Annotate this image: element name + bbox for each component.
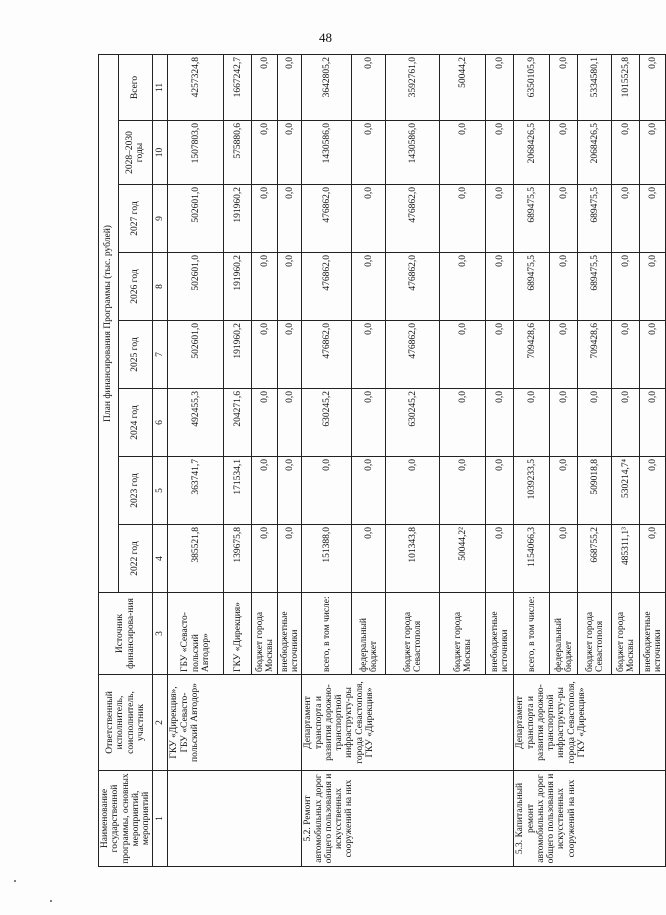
amount-cell: 0,0 <box>612 121 640 185</box>
amount-cell: 0,0 <box>440 253 486 321</box>
header-source: Источник финансирова-ния <box>99 593 153 675</box>
program-name-cell: 5.2. Ремонт автомобильных дорог общего пользования и искусственных сооружений на них <box>302 771 514 867</box>
amount-cell: 191960,2 <box>224 185 252 253</box>
amount-cell: 575880,6 <box>224 121 252 185</box>
amount-cell: 689475,5 <box>514 253 550 321</box>
column-index: 7 <box>153 321 168 389</box>
amount-cell: 0,0 <box>612 321 640 389</box>
amount-cell: 0,0 <box>640 389 666 457</box>
amount-cell: 0,0 <box>352 389 386 457</box>
amount-cell: 5334580,1 <box>578 54 612 120</box>
amount-cell: 0,0 <box>550 389 578 457</box>
amount-cell: 0,0 <box>640 253 666 321</box>
amount-cell: 0,0 <box>640 457 666 525</box>
amount-cell: 0,0 <box>486 321 514 389</box>
amount-cell: 0,0 <box>486 185 514 253</box>
funding-source-cell: всего, в том числе: <box>302 593 352 675</box>
funding-source-cell: бюджет города Москвы <box>612 593 640 675</box>
column-index: 4 <box>153 525 168 593</box>
column-index: 6 <box>153 389 168 457</box>
amount-cell: 50044,2² <box>440 525 486 593</box>
amount-cell: 1039233,5 <box>514 457 550 525</box>
amount-cell: 1430586,0 <box>386 121 440 185</box>
amount-cell: 502601,0 <box>168 185 224 253</box>
amount-cell: 0,0 <box>278 253 302 321</box>
header-year: 2024 год <box>118 389 153 457</box>
amount-cell: 0,0 <box>440 457 486 525</box>
header-year: 2026 год <box>118 253 153 321</box>
amount-cell: 191960,2 <box>224 253 252 321</box>
amount-cell: 630245,2 <box>302 389 352 457</box>
amount-cell: 1430586,0 <box>302 121 352 185</box>
amount-cell: 0,0 <box>252 457 278 525</box>
amount-cell: 0,0 <box>252 54 278 120</box>
funding-source-cell: ГКУ «Дирекция» <box>224 593 252 675</box>
amount-cell: 0,0 <box>278 121 302 185</box>
header-year: 2027 год <box>118 185 153 253</box>
column-index: 5 <box>153 457 168 525</box>
amount-cell: 0,0 <box>486 121 514 185</box>
amount-cell: 476862,0 <box>302 321 352 389</box>
amount-cell: 476862,0 <box>302 185 352 253</box>
amount-cell: 363741,7 <box>168 457 224 525</box>
amount-cell: 0,0 <box>640 54 666 120</box>
amount-cell: 0,0 <box>612 389 640 457</box>
amount-cell: 139675,8 <box>224 525 252 593</box>
rotated-table-container <box>98 55 663 867</box>
header-name: Наименование государственной программы, основных мероприятий, мероприятий <box>99 771 153 867</box>
amount-cell: 0,0 <box>640 185 666 253</box>
amount-cell: 0,0 <box>486 253 514 321</box>
amount-cell: 0,0 <box>278 321 302 389</box>
amount-cell: 476862,0 <box>386 321 440 389</box>
amount-cell: 3642805,2 <box>302 54 352 120</box>
amount-cell: 0,0 <box>386 457 440 525</box>
amount-cell: 0,0 <box>612 185 640 253</box>
amount-cell: 709428,6 <box>578 321 612 389</box>
amount-cell: 0,0 <box>550 185 578 253</box>
financing-table <box>98 54 666 867</box>
amount-cell: 0,0 <box>514 389 550 457</box>
amount-cell: 50044,2 <box>440 54 486 120</box>
executor-cell: Департамент транспорта и развития дорожно-транспортной инфраструкту-ры города Севастополя, ГКУ «Дирекция» <box>514 675 666 771</box>
amount-cell: 0,0 <box>550 121 578 185</box>
header-year: 2023 год <box>118 457 153 525</box>
amount-cell: 0,0 <box>550 54 578 120</box>
amount-cell: 1154066,3 <box>514 525 550 593</box>
amount-cell: 1507803,0 <box>168 121 224 185</box>
amount-cell: 0,0 <box>352 253 386 321</box>
amount-cell: 0,0 <box>352 525 386 593</box>
amount-cell: 3592761,0 <box>386 54 440 120</box>
table-row <box>168 54 224 866</box>
funding-source-cell: внебюджетные источники <box>640 593 666 675</box>
amount-cell: 1015525,8 <box>612 54 640 120</box>
funding-source-cell: бюджет города Севастополя <box>578 593 612 675</box>
amount-cell: 0,0 <box>440 121 486 185</box>
page-number: 48 <box>319 30 332 45</box>
amount-cell: 6350105,9 <box>514 54 550 120</box>
index-row <box>153 54 168 866</box>
amount-cell: 0,0 <box>252 321 278 389</box>
amount-cell: 0,0 <box>278 457 302 525</box>
amount-cell: 509018,8 <box>578 457 612 525</box>
column-index: 1 <box>153 771 168 867</box>
column-index: 10 <box>153 121 168 185</box>
amount-cell: 2068426,5 <box>514 121 550 185</box>
amount-cell: 0,0 <box>640 525 666 593</box>
amount-cell: 0,0 <box>486 54 514 120</box>
amount-cell: 0,0 <box>278 185 302 253</box>
amount-cell: 0,0 <box>612 253 640 321</box>
amount-cell: 0,0 <box>252 185 278 253</box>
table-row <box>514 54 550 866</box>
amount-cell: 151388,0 <box>302 525 352 593</box>
amount-cell: 4257324,8 <box>168 54 224 120</box>
amount-cell: 1667242,7 <box>224 54 252 120</box>
amount-cell: 0,0 <box>486 389 514 457</box>
amount-cell: 502601,0 <box>168 321 224 389</box>
header-plan: План финансирования Программы (тыс. рублей) <box>99 54 119 592</box>
header-executor: Ответственный исполнитель, соисполнитель, участник <box>99 675 153 771</box>
amount-cell: 0,0 <box>486 525 514 593</box>
amount-cell: 630245,2 <box>386 389 440 457</box>
amount-cell: 0,0 <box>278 525 302 593</box>
amount-cell: 0,0 <box>440 321 486 389</box>
amount-cell: 171534,1 <box>224 457 252 525</box>
amount-cell: 476862,0 <box>386 253 440 321</box>
executor-cell: ГКУ «Дирекция», ГБУ «Севасто-польский Автодор» <box>168 675 302 771</box>
amount-cell: 0,0 <box>252 389 278 457</box>
amount-cell: 0,0 <box>352 457 386 525</box>
header-year: 2028–2030 годы <box>118 121 153 185</box>
amount-cell: 0,0 <box>252 253 278 321</box>
amount-cell: 2068426,5 <box>578 121 612 185</box>
amount-cell: 0,0 <box>252 121 278 185</box>
funding-source-cell: федеральный бюджет <box>550 593 578 675</box>
amount-cell: 0,0 <box>278 54 302 120</box>
amount-cell: 0,0 <box>352 185 386 253</box>
amount-cell: 385521,8 <box>168 525 224 593</box>
amount-cell: 0,0 <box>440 389 486 457</box>
program-name-cell <box>168 771 302 867</box>
amount-cell: 0,0 <box>352 54 386 120</box>
funding-source-cell: бюджет города Москвы <box>252 593 278 675</box>
amount-cell: 0,0 <box>550 321 578 389</box>
amount-cell: 668755,2 <box>578 525 612 593</box>
amount-cell: 485311,1³ <box>612 525 640 593</box>
funding-source-cell: всего, в том числе: <box>514 593 550 675</box>
table-body <box>99 54 666 866</box>
amount-cell: 502601,0 <box>168 253 224 321</box>
column-index: 8 <box>153 253 168 321</box>
amount-cell: 689475,5 <box>578 253 612 321</box>
amount-cell: 0,0 <box>550 253 578 321</box>
column-index: 9 <box>153 185 168 253</box>
amount-cell: 476862,0 <box>386 185 440 253</box>
amount-cell: 191960,2 <box>224 321 252 389</box>
table-row <box>302 54 352 866</box>
amount-cell: 476862,0 <box>302 253 352 321</box>
amount-cell: 0,0 <box>640 121 666 185</box>
funding-source-cell: бюджет города Москвы <box>440 593 486 675</box>
funding-source-cell: бюджет города Севастополя <box>386 593 440 675</box>
amount-cell: 689475,5 <box>578 185 612 253</box>
amount-cell: 0,0 <box>278 389 302 457</box>
amount-cell: 204271,6 <box>224 389 252 457</box>
amount-cell: 0,0 <box>550 525 578 593</box>
amount-cell: 0,0 <box>640 321 666 389</box>
amount-cell: 0,0 <box>440 185 486 253</box>
amount-cell: 0,0 <box>352 321 386 389</box>
amount-cell: 0,0 <box>578 389 612 457</box>
amount-cell: 0,0 <box>302 457 352 525</box>
funding-source-cell: внебюджетные источники <box>278 593 302 675</box>
scan-speck <box>14 880 16 882</box>
header-year: Всего <box>118 54 153 120</box>
amount-cell: 101343,8 <box>386 525 440 593</box>
program-name-cell: 5.3. Капитальный ремонт автомобильных дорог общего пользования и искусственных сооружений на них <box>514 771 666 867</box>
amount-cell: 492455,3 <box>168 389 224 457</box>
header-year: 2025 год <box>118 321 153 389</box>
column-index: 3 <box>153 593 168 675</box>
funding-source-cell: внебюджетные источники <box>486 593 514 675</box>
amount-cell: 689475,5 <box>514 185 550 253</box>
funding-source-cell: федеральный бюджет <box>352 593 386 675</box>
column-index: 11 <box>153 54 168 120</box>
executor-cell: Департамент транспорта и развития дорожно-транспортной инфраструкту-ры города Севастополя, ГКУ «Дирекция» <box>302 675 514 771</box>
column-index: 2 <box>153 675 168 771</box>
scan-speck <box>50 900 52 902</box>
amount-cell: 709428,6 <box>514 321 550 389</box>
amount-cell: 0,0 <box>352 121 386 185</box>
header-year: 2022 год <box>118 525 153 593</box>
amount-cell: 0,0 <box>252 525 278 593</box>
amount-cell: 0,0 <box>486 457 514 525</box>
amount-cell: 530214,7⁴ <box>612 457 640 525</box>
funding-source-cell: ГБУ «Севасто-польский Автодор» <box>168 593 224 675</box>
amount-cell: 0,0 <box>550 457 578 525</box>
